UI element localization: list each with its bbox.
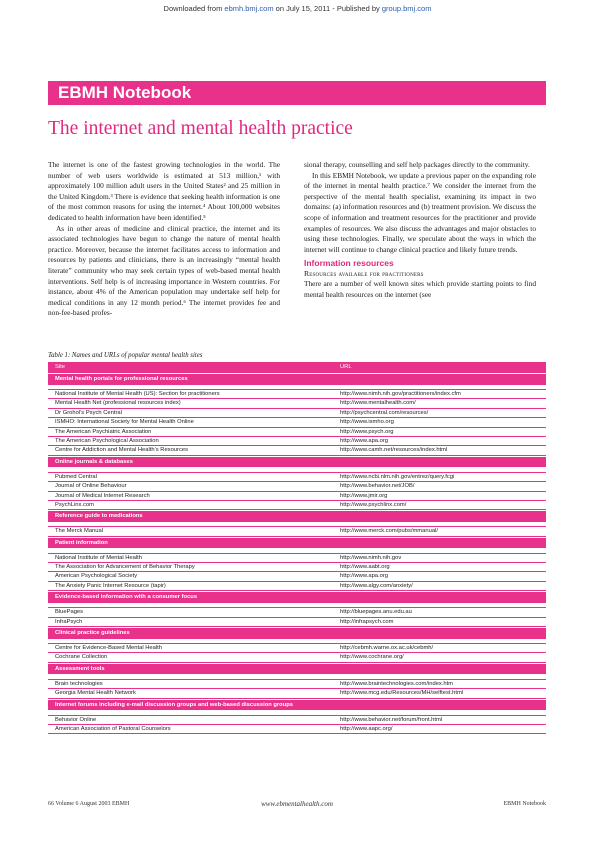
site-url[interactable]: http://psychcentral.com/resources/ [340, 409, 429, 416]
table-category-row: Internet forums including e-mail discussion groups and web-based discussion groups [48, 699, 546, 711]
site-name: The Merck Manual [55, 528, 104, 535]
table-row [48, 501, 546, 510]
site-name: American Psychological Society [55, 573, 138, 580]
table-row [48, 390, 546, 399]
footer-section: EBMH Notebook [503, 801, 546, 807]
left-column [48, 160, 280, 319]
site-name: The American Psychological Association [55, 437, 159, 444]
table-row [48, 409, 546, 418]
table-row [48, 527, 546, 536]
site-name: Centre for Addiction and Mental Health’s Resources [55, 447, 188, 454]
table-row [48, 492, 546, 501]
site-name: The Anxiety Panic Internet Resource (tapir) [55, 582, 166, 589]
site-name: The Association for Advancement of Behavior Therapy [55, 564, 195, 571]
table-body [48, 373, 546, 734]
site-url[interactable]: http://www.ismho.org [340, 419, 394, 426]
table-row [48, 563, 546, 572]
site-url[interactable]: http://www.apa.org [340, 437, 389, 444]
site-url[interactable]: http://www.jmir.org [340, 492, 388, 499]
site-name: American Association of Pastoral Counselors [55, 725, 171, 732]
site-url[interactable]: http://www.psych.org [340, 428, 394, 435]
site-name: Behavior Online [55, 716, 97, 723]
table-row [48, 716, 546, 725]
site-name: Centre for Evidence-Based Mental Health [55, 645, 162, 652]
table-category-row: Mental health portals for professional resources [48, 373, 546, 385]
table-row [48, 473, 546, 482]
site-url[interactable]: http://www.psychlinx.com/ [340, 501, 407, 508]
site-name: Journal of Online Behaviour [55, 483, 127, 490]
table-category-row: Evidence-based information with a consumer focus [48, 591, 546, 603]
site-url[interactable]: http://bluepages.anu.edu.au [340, 609, 412, 616]
table-row [48, 618, 546, 627]
site-link[interactable]: ebmh.bmj.com [224, 4, 274, 13]
table-row [48, 554, 546, 563]
table-row [48, 680, 546, 689]
table-row [48, 399, 546, 408]
site-url[interactable]: http://infrapsych.com [340, 618, 394, 625]
paragraph: In this EBMH Notebook, we update a previous paper on the expanding role of the internet in mental health practice.⁷ We consider the internet from the perspective of the mental health specialist, examining its impact in two domains: (a) information resources and (b) treatment provision. We discuss the scope of information and treatment resources for the practitioner and provide examples of resources. We also discuss the advantages and major obstacles to using these technologies. Finally, we speculate about the ways in which the internet will continue to change clinical practice and likely future trends. [304, 170, 536, 254]
table-row [48, 572, 546, 581]
footer-website: www.ebmentalhealth.com [261, 800, 333, 808]
paragraph: As in other areas of medicine and clinical practice, the internet and its associated technologies have begun to change the nature of mental health practice. Moreover, because the internet facilitates access to information and resources by patients and clinicians, there is an increasingly “mental health literate” community who may seek certain types of web-based mental health interventions. Self help is of increasing importance in Western countries. For instance, about 4% of the American population may undertake self help for medical conditions in any 12 month period.⁶ The internet provides fee and non-fee-based profes- [48, 223, 280, 318]
table-category-row: Clinical practice guidelines [48, 627, 546, 639]
publisher-link[interactable]: group.bmj.com [381, 4, 432, 13]
table-row [48, 446, 546, 455]
table-row [48, 653, 546, 662]
footer-issue: 66 Volume 6 August 2003 EBMH [48, 801, 130, 807]
table-row [48, 644, 546, 653]
site-name: The American Psychiatric Association [55, 428, 152, 435]
table-header [48, 362, 546, 373]
download-middle: on July 15, 2011 - Published by [273, 4, 382, 13]
site-url[interactable]: http://www.merck.com/pubs/mmanual/ [340, 528, 438, 535]
site-url[interactable]: http://www.aapc.org/ [340, 725, 393, 732]
site-url[interactable]: http://www.cochrane.org/ [340, 654, 404, 661]
site-name: Mental Health Net (professional resources index) [55, 400, 181, 407]
table-row [48, 608, 546, 617]
site-name: InfraPsych [55, 618, 83, 625]
site-url[interactable]: http://www.camh.net/resources/index.html [340, 447, 448, 454]
site-name: National Institute of Mental Health (US): Section for practitioners [55, 391, 220, 397]
site-url[interactable]: http://cebmh.warne.ox.ac.uk/cebmh/ [340, 645, 434, 652]
site-url[interactable]: http://www.ncbi.nlm.nih.gov/entrez/query.fcgi [340, 473, 455, 480]
site-name: Dr Grohol’s Psych Central [55, 409, 122, 416]
table-row [48, 482, 546, 491]
site-name: Georgia Mental Health Network [55, 690, 136, 697]
section-heading: Information resources [304, 258, 394, 269]
download-bar [0, 4, 595, 13]
site-url[interactable]: http://www.nimh.nih.gov/practitioners/index.cfm [340, 391, 461, 397]
site-name: PsychLinx.com [55, 501, 94, 508]
download-prefix: Downloaded from [163, 4, 225, 13]
table-row [48, 582, 546, 591]
table-row [48, 689, 546, 698]
site-url[interactable]: http://www.algy.com/anxiety/ [340, 582, 413, 589]
site-name: Cochrane Collection [55, 654, 108, 661]
site-name: Pubmed Central [55, 473, 97, 480]
site-url[interactable]: http://www.aabt.org [340, 564, 390, 571]
site-name: ISMHO: International Society for Mental Health Online [55, 419, 194, 426]
table-category-row: Assessment tools [48, 663, 546, 675]
paragraph: There are a number of well known sites which provide starting points to find mental health resources on the internet (see [304, 279, 536, 299]
table-category-row: Online journals & databases [48, 456, 546, 468]
header-url: URL [340, 364, 352, 370]
site-name: National Institute of Mental Health [55, 554, 143, 561]
right-column [304, 160, 536, 301]
table-caption: Table 1: Names and URLs of popular mental health sites [48, 352, 203, 359]
table-category-row: Reference guide to medications [48, 510, 546, 522]
site-url[interactable]: http://www.nimh.nih.gov [340, 554, 402, 561]
site-name: BluePages [55, 609, 84, 616]
site-url[interactable]: http://www.mcg.edu/Resources/MH/selftest.html [340, 690, 464, 697]
site-url[interactable]: http://www.behavior.net/forum/front.html [340, 716, 443, 723]
paragraph: The internet is one of the fastest growing technologies in the world. The number of web users worldwide is estimated at 513 million,¹ with approximately 100 million adult users in the United States² and 25 million in the United Kingdom.³ There is evidence that seeking health information is one of the most common reasons for using the internet.⁴ About 100,000 websites dedicated to health information have been identified.⁵ [48, 160, 280, 222]
table-row [48, 428, 546, 437]
header-site: Site [55, 364, 65, 370]
section-banner: EBMH Notebook [48, 81, 546, 105]
table-category-row: Patient information [48, 537, 546, 549]
subsection-heading: Resources available for practitioners [304, 269, 424, 279]
site-name: Journal of Medical Internet Research [55, 492, 150, 499]
table-row [48, 725, 546, 734]
site-name: Brain technologies [55, 680, 103, 687]
paragraph: sional therapy, counselling and self help packages directly to the community. [304, 160, 530, 169]
site-url[interactable]: http://www.mentalhealth.com/ [340, 400, 416, 407]
table-row [48, 418, 546, 427]
table-row [48, 437, 546, 446]
site-url[interactable]: http://www.apa.org [340, 573, 389, 580]
site-url[interactable]: http://www.braintechnologies.com/index.htm [340, 680, 454, 687]
article-title: The internet and mental health practice [48, 118, 353, 139]
site-url[interactable]: http://www.behavior.net/JOB/ [340, 483, 415, 490]
sites-table [48, 362, 546, 734]
